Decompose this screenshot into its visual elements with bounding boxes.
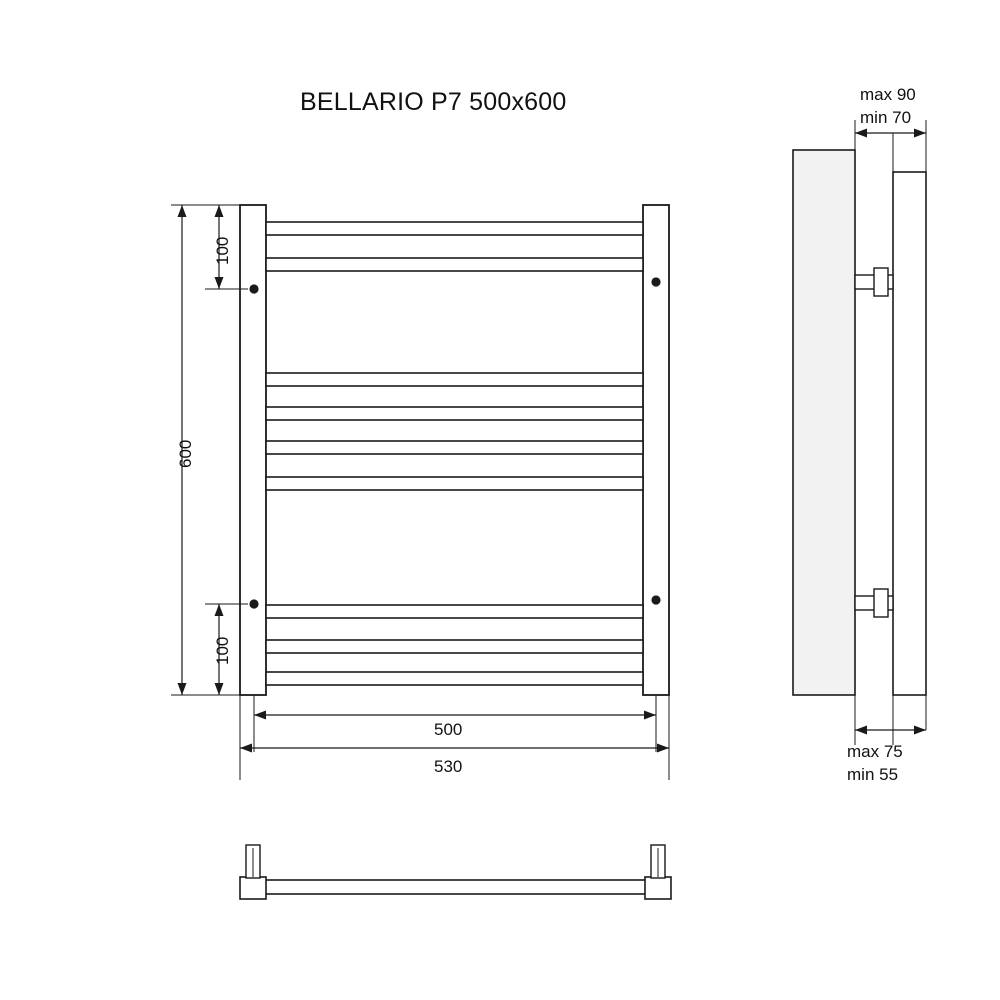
dim-label-depth-min: min 70 [860, 108, 912, 127]
dim-label-bottom-offset: 100 [213, 636, 232, 665]
dim-label-total-height: 600 [176, 439, 195, 468]
dim-label-outer-width: 530 [434, 757, 463, 776]
page-title: BELLARIO Р7 500x600 [300, 88, 567, 116]
dim-label-bracket-min: min 55 [847, 765, 899, 784]
dim-label-bracket-max: max 75 [847, 742, 903, 761]
dim-label-depth-max: max 90 [860, 85, 916, 104]
dim-label-inner-width: 500 [434, 720, 463, 739]
dim-label-top-offset: 100 [213, 236, 232, 265]
